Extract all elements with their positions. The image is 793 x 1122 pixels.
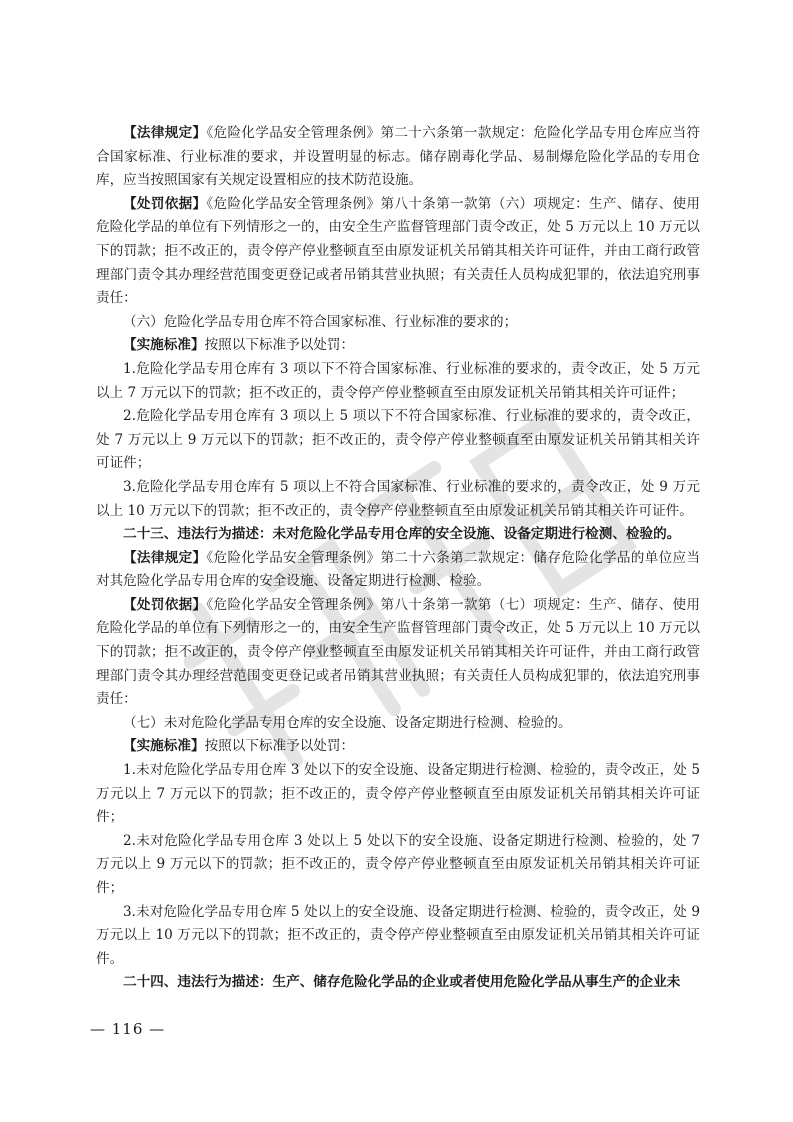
standard-item-3 [96, 476, 700, 523]
paragraph-text: 3.危险化学品专用仓库有 5 项以上不符合国家标准、行业标准的要求的，责令改正，处 9 万元以上 10 万元以下的罚款；拒不改正的，责令停产停业整顿直至由原发证机关吊销其相关许可证件。 [96, 478, 700, 519]
standard-item-2 [96, 405, 700, 476]
paragraph-lead: 【法律规定】 [123, 549, 207, 566]
paragraph-text: 1.危险化学品专用仓库有 3 项以下不符合国家标准、行业标准的要求的，责令改正，处 5 万元以上 7 万元以下的罚款；拒不改正的，责令停产停业整顿直至由原发证机关吊销其相关许可证件； [96, 360, 700, 401]
implementation-standard-paragraph-23 [96, 735, 700, 759]
paragraph-text: 《危险化学品安全管理条例》第八十条第一款第（六）项规定：生产、储存、使用危险化学品的单位有下列情形之一的，由安全生产监督管理部门责令改正，处 5 万元以上 10 万元以下的罚款；拒不改正的，责令停产停业整顿直至由原发证机关吊销其相关许可证件，并由工商行政管理部门责令其办理经营范围变更登记或者吊销其营业执照；有关责任人员构成犯罪的，依法追究刑事责任： [96, 195, 701, 307]
law-provision-paragraph-22 [96, 122, 700, 193]
standard-item-2 [96, 830, 700, 901]
paragraph-text: 按照以下标准予以处罚： [204, 337, 355, 354]
standard-item-1 [96, 358, 700, 405]
law-provision-paragraph-23 [96, 547, 700, 594]
standard-item-3 [96, 901, 700, 972]
clause-item-7 [96, 712, 700, 736]
paragraph-text: 2.危险化学品专用仓库有 3 项以上 5 项以下不符合国家标准、行业标准的要求的，责令改正，处 7 万元以上 9 万元以下的罚款；拒不改正的，责令停产停业整顿直至由原发证机关吊销其相关许可证件； [96, 408, 700, 472]
paragraph-text: 按照以下标准予以处罚： [204, 738, 355, 755]
paragraph-lead: 【实施标准】 [123, 738, 205, 755]
clause-item-6 [96, 311, 700, 335]
paragraph-lead: 【处罚依据】 [123, 596, 207, 613]
implementation-standard-paragraph-22 [96, 334, 700, 358]
page-number: — 116 — [90, 1020, 166, 1038]
paragraph-text: 2.未对危险化学品专用仓库 3 处以上 5 处以下的安全设施、设备定期进行检测、检验的，处 7 万元以上 9 万元以下的罚款；拒不改正的，责令停产停业整顿直至由原发证机关吊销其相关许可证件； [96, 832, 700, 896]
paragraph-lead: 【实施标准】 [123, 337, 205, 354]
paragraph-lead: 【法律规定】 [123, 125, 207, 141]
document-body [96, 122, 700, 995]
section-heading-24: 二十四、违法行为描述：生产、储存危险化学品的企业或者使用危险化学品从事生产的企业未 [123, 974, 681, 991]
paragraph-text: 《危险化学品安全管理条例》第二十六条第二款规定：储存危险化学品的单位应当对其危险化学品专用仓库的安全设施、设备定期进行检测、检验。 [96, 549, 701, 590]
paragraph-text: 《危险化学品安全管理条例》第二十六条第一款规定：危险化学品专用仓库应当符合国家标准、行业标准的要求，并设置明显的标志。储存剧毒化学品、易制爆危险化学品的专用仓库，应当按照国家有关规定设置相应的技术防范设施。 [96, 125, 701, 189]
penalty-basis-paragraph-22 [96, 193, 700, 311]
section-heading-23: 二十三、违法行为描述：未对危险化学品专用仓库的安全设施、设备定期进行检测、检验的。 [123, 526, 681, 543]
paragraph-text: （七）未对危险化学品专用仓库的安全设施、设备定期进行检测、检验的。 [123, 714, 572, 731]
paragraph-lead: 【处罚依据】 [123, 195, 207, 212]
standard-item-1 [96, 759, 700, 830]
penalty-basis-paragraph-23 [96, 594, 700, 712]
paragraph-text: 《危险化学品安全管理条例》第八十条第一款第（七）项规定：生产、储存、使用危险化学品的单位有下列情形之一的，由安全生产监督管理部门责令改正，处 5 万元以上 10 万元以下的罚款；拒不改正的，责令停产停业整顿直至由原发证机关吊销其相关许可证件，并由工商行政管理部门责令其办理经营范围变更登记或者吊销其营业执照；有关责任人员构成犯罪的，依法追究刑事责任： [96, 596, 701, 708]
paragraph-text: 3.未对危险化学品专用仓库 5 处以上的安全设施、设备定期进行检测、检验的，责令改正，处 9 万元以上 10 万元以下的罚款；拒不改正的，责令停产停业整顿直至由原发证机关吊销其相关许可证件。 [96, 903, 700, 967]
paragraph-text: 1.未对危险化学品专用仓库 3 处以下的安全设施、设备定期进行检测、检验的，责令改正，处 5 万元以上 7 万元以下的罚款；拒不改正的，责令停产停业整顿直至由原发证机关吊销其相关许可证件； [96, 762, 700, 826]
paragraph-text: （六）危险化学品专用仓库不符合国家标准、行业标准的要求的； [123, 313, 518, 330]
